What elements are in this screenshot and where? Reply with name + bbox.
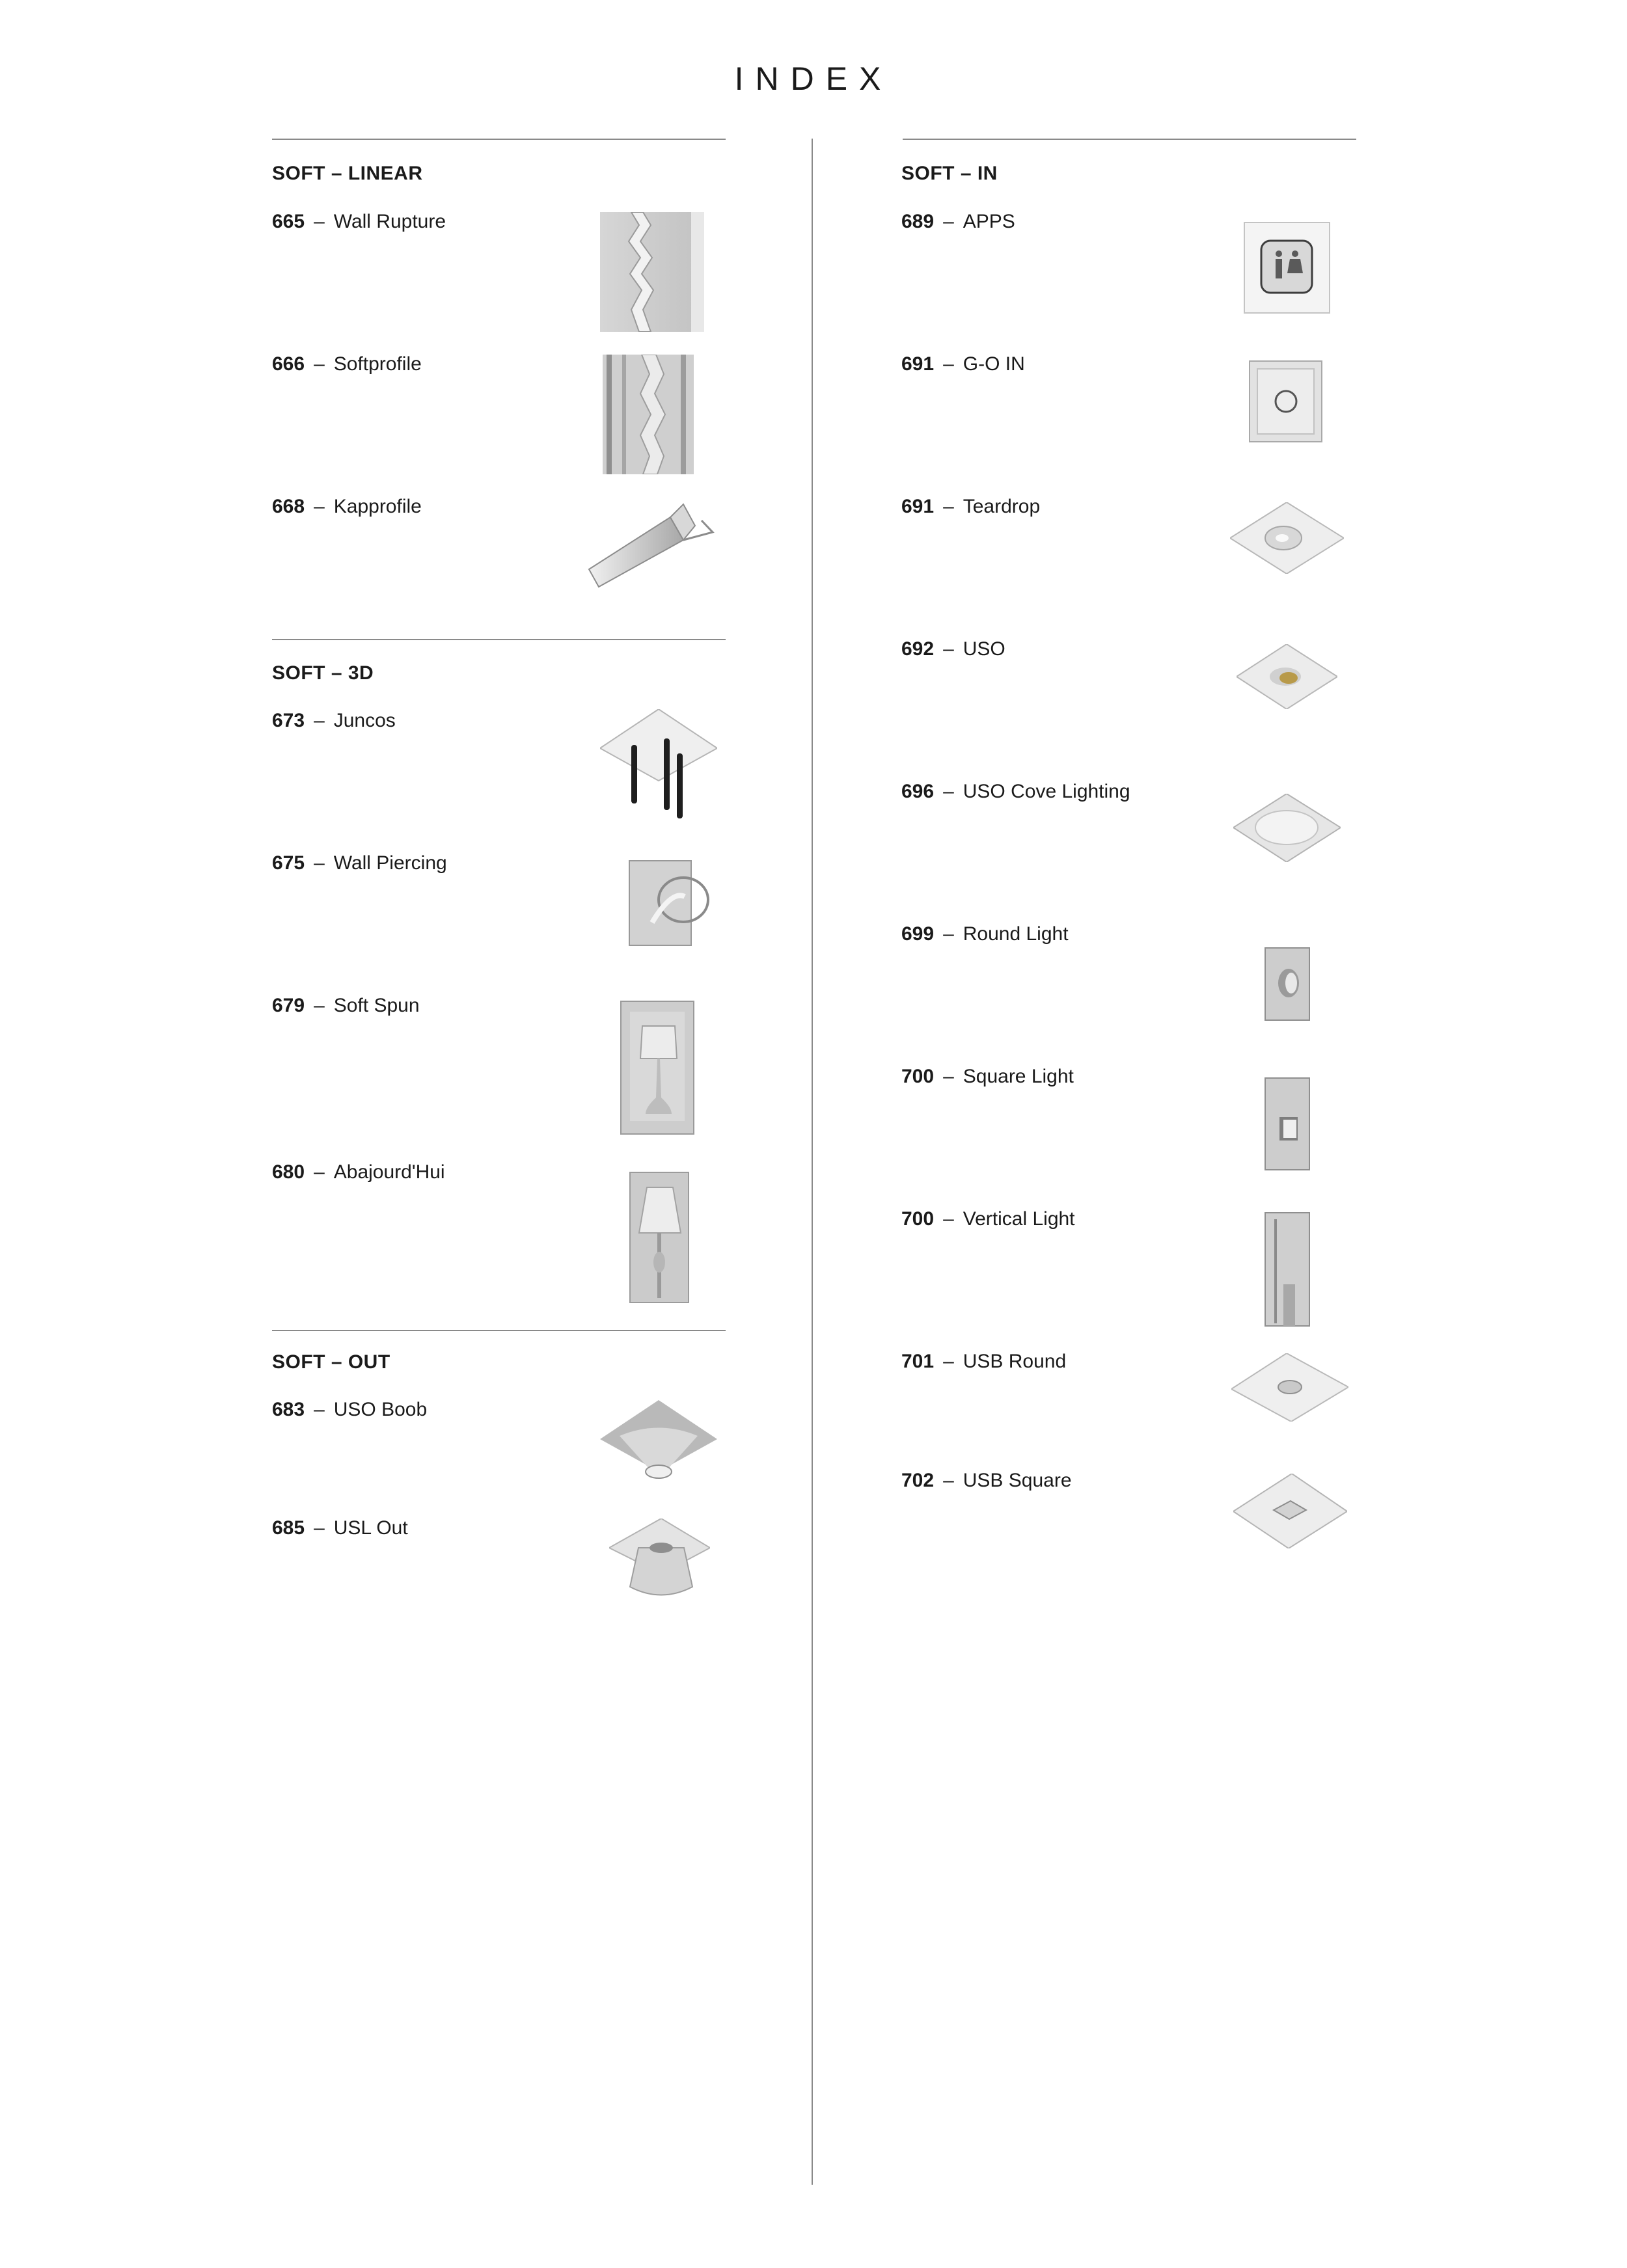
entry-page-number: 685 (272, 1517, 305, 1539)
teardrop-product-icon (1230, 502, 1344, 574)
entry-title: Softprofile (333, 353, 422, 375)
index-entry-round-light[interactable]: 699 – Round Light (901, 923, 1069, 945)
entry-title: Juncos (333, 710, 396, 731)
kapprofile-product-icon (586, 501, 716, 589)
section-divider-out (272, 1330, 726, 1331)
column-divider (812, 139, 813, 2185)
entry-page-number: 700 (901, 1066, 935, 1087)
wall-piercing-product-icon (626, 857, 714, 949)
entry-title: USO Boob (333, 1399, 428, 1420)
section-heading-soft-linear: SOFT – LINEAR (272, 163, 423, 184)
section-heading-soft-out: SOFT – OUT (272, 1351, 390, 1373)
entry-page-number: 665 (272, 211, 305, 232)
square-light-product-icon (1264, 1077, 1311, 1171)
left-column-top-rule (272, 139, 726, 140)
entry-title: Round Light (963, 923, 1069, 945)
usl-out-product-icon (609, 1519, 710, 1610)
index-entry-soft-spun[interactable]: 679 – Soft Spun (272, 995, 420, 1016)
entry-title: APPS (963, 211, 1015, 232)
entry-title: Teardrop (963, 496, 1041, 517)
entry-page-number: 700 (901, 1208, 935, 1230)
entry-title: Square Light (963, 1066, 1074, 1087)
entry-page-number: 666 (272, 353, 305, 375)
section-heading-soft-in: SOFT – IN (901, 163, 998, 184)
entry-title: G-O IN (963, 353, 1025, 375)
entry-page-number: 699 (901, 923, 935, 945)
entry-page-number: 692 (901, 638, 935, 660)
index-entry-teardrop[interactable]: 691 – Teardrop (901, 496, 1041, 517)
apps-product-icon (1243, 221, 1331, 314)
usb-square-product-icon (1233, 1474, 1347, 1548)
index-entry-square-light[interactable]: 700 – Square Light (901, 1066, 1074, 1087)
g-o-in-product-icon (1248, 360, 1323, 443)
entry-page-number: 673 (272, 710, 305, 731)
section-heading-soft-3d: SOFT – 3D (272, 662, 374, 684)
index-entry-softprofile[interactable]: 666 – Softprofile (272, 353, 422, 375)
entry-page-number: 680 (272, 1161, 305, 1183)
index-entry-usb-round[interactable]: 701 – USB Round (901, 1351, 1067, 1372)
entry-page-number: 701 (901, 1351, 935, 1372)
entry-title: USO Cove Lighting (963, 781, 1130, 802)
softprofile-product-icon (603, 355, 694, 474)
entry-page-number: 679 (272, 995, 305, 1016)
index-entry-apps[interactable]: 689 – APPS (901, 211, 1015, 232)
uso-product-icon (1237, 644, 1337, 709)
entry-title: USL Out (333, 1517, 408, 1539)
wall-rupture-product-icon (600, 212, 704, 332)
soft-spun-product-icon (620, 1000, 698, 1135)
entry-page-number: 683 (272, 1399, 305, 1420)
index-entry-wall-piercing[interactable]: 675 – Wall Piercing (272, 852, 447, 874)
index-entry-g-o-in[interactable]: 691 – G-O IN (901, 353, 1025, 375)
entry-page-number: 691 (901, 353, 935, 375)
entry-title: USO (963, 638, 1005, 660)
index-entry-abajourdhui[interactable]: 680 – Abajourd'Hui (272, 1161, 445, 1183)
page-title: INDEX (734, 61, 893, 97)
entry-page-number: 696 (901, 781, 935, 802)
right-column-top-rule (903, 139, 1356, 140)
index-entry-vertical-light[interactable]: 700 – Vertical Light (901, 1208, 1075, 1230)
index-entry-uso-boob[interactable]: 683 – USO Boob (272, 1399, 428, 1420)
index-entry-wall-rupture[interactable]: 665 – Wall Rupture (272, 211, 446, 232)
abajourdhui-product-icon (629, 1171, 690, 1304)
index-entry-usb-square[interactable]: 702 – USB Square (901, 1470, 1072, 1491)
index-entry-uso[interactable]: 692 – USO (901, 638, 1005, 660)
usb-round-product-icon (1231, 1353, 1348, 1422)
index-entry-usl-out[interactable]: 685 – USL Out (272, 1517, 408, 1539)
entry-title: USB Square (963, 1470, 1072, 1491)
uso-cove-lighting-product-icon (1233, 794, 1341, 862)
entry-page-number: 689 (901, 211, 935, 232)
round-light-product-icon (1264, 947, 1311, 1021)
index-entry-uso-cove-lighting[interactable]: 696 – USO Cove Lighting (901, 781, 1130, 802)
entry-title: Wall Rupture (333, 211, 446, 232)
entry-page-number: 675 (272, 852, 305, 874)
entry-page-number: 691 (901, 496, 935, 517)
entry-page-number: 668 (272, 496, 305, 517)
juncos-product-icon (600, 709, 717, 823)
entry-title: USB Round (963, 1351, 1067, 1372)
entry-title: Kapprofile (333, 496, 422, 517)
entry-title: Wall Piercing (333, 852, 447, 874)
entry-title: Soft Spun (333, 995, 420, 1016)
vertical-light-product-icon (1264, 1211, 1311, 1327)
entry-title: Abajourd'Hui (333, 1161, 445, 1183)
entry-page-number: 702 (901, 1470, 935, 1491)
entry-title: Vertical Light (963, 1208, 1075, 1230)
uso-boob-product-icon (600, 1400, 717, 1488)
index-entry-juncos[interactable]: 673 – Juncos (272, 710, 396, 731)
index-entry-kapprofile[interactable]: 668 – Kapprofile (272, 496, 422, 517)
section-divider-3d (272, 639, 726, 640)
